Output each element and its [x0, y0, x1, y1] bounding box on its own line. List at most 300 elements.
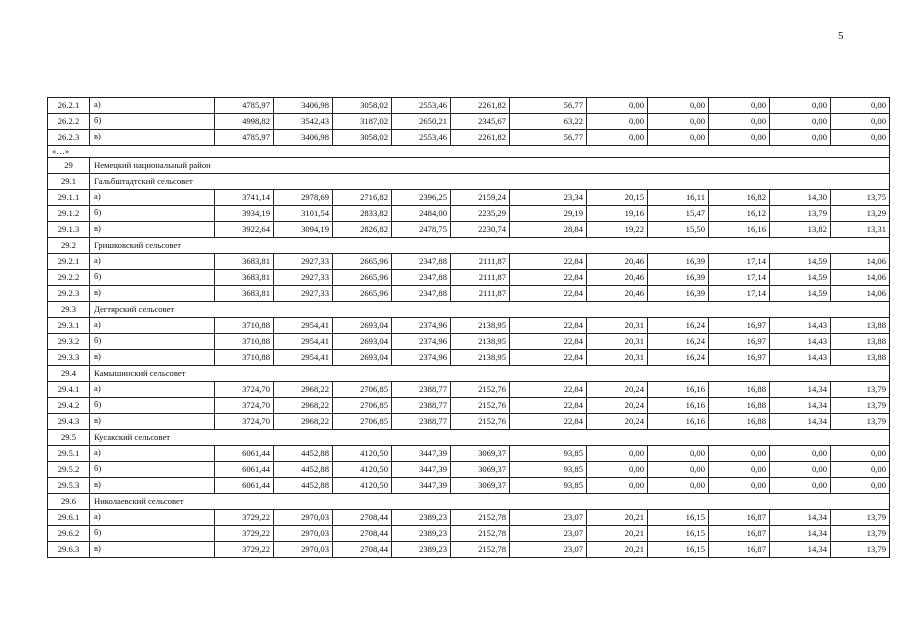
- value-cell: 22,84: [510, 334, 587, 350]
- table-row: [48, 398, 890, 414]
- section-code: 29.4: [48, 366, 90, 382]
- value-cell: 2235,29: [451, 206, 510, 222]
- value-cell: 13,79: [831, 542, 890, 558]
- value-cell: 4120,50: [333, 478, 392, 494]
- table-row: [48, 114, 890, 130]
- value-cell: 2716,82: [333, 190, 392, 206]
- table-row: [48, 286, 890, 302]
- value-cell: 6061,44: [215, 478, 274, 494]
- row-code: 29.1.3: [48, 222, 90, 238]
- value-cell: 2138,95: [451, 318, 510, 334]
- row-code: 29.6.2: [48, 526, 90, 542]
- value-cell: 0,00: [831, 462, 890, 478]
- value-cell: 0,00: [709, 114, 770, 130]
- value-cell: 16,97: [709, 318, 770, 334]
- row-code: 29.3.2: [48, 334, 90, 350]
- section-title: Немецкий национальный район: [90, 158, 890, 174]
- value-cell: 3683,81: [215, 270, 274, 286]
- value-cell: 23,34: [510, 190, 587, 206]
- row-label: б): [90, 526, 215, 542]
- value-cell: 16,15: [648, 542, 709, 558]
- section-code: 29.1: [48, 174, 90, 190]
- value-cell: 15,47: [648, 206, 709, 222]
- value-cell: 2484,00: [392, 206, 451, 222]
- table-row: [48, 478, 890, 494]
- value-cell: 3741,14: [215, 190, 274, 206]
- value-cell: 3729,22: [215, 542, 274, 558]
- value-cell: 14,06: [831, 254, 890, 270]
- value-cell: 20,21: [587, 542, 648, 558]
- table-row: [48, 254, 890, 270]
- table-row: [48, 98, 890, 114]
- value-cell: 20,31: [587, 350, 648, 366]
- row-code: 29.3.3: [48, 350, 90, 366]
- section-code: 29.2: [48, 238, 90, 254]
- section-row: [48, 366, 890, 382]
- value-cell: 23,07: [510, 542, 587, 558]
- value-cell: 2347,88: [392, 254, 451, 270]
- value-cell: 2954,41: [274, 318, 333, 334]
- value-cell: 2374,96: [392, 350, 451, 366]
- row-label: б): [90, 270, 215, 286]
- table-row: [48, 190, 890, 206]
- section-title: Кусакский сельсовет: [90, 430, 890, 446]
- value-cell: 2954,41: [274, 350, 333, 366]
- value-cell: 2665,96: [333, 286, 392, 302]
- value-cell: 14,59: [770, 270, 831, 286]
- value-cell: 2833,82: [333, 206, 392, 222]
- value-cell: 16,88: [709, 382, 770, 398]
- value-cell: 20,24: [587, 414, 648, 430]
- value-cell: 14,34: [770, 382, 831, 398]
- value-cell: 3406,98: [274, 98, 333, 114]
- value-cell: 2261,82: [451, 130, 510, 146]
- row-code: 29.6.1: [48, 510, 90, 526]
- section-row: [48, 158, 890, 174]
- value-cell: 13,29: [831, 206, 890, 222]
- row-label: в): [90, 222, 215, 238]
- value-cell: 3447,39: [392, 462, 451, 478]
- value-cell: 2374,96: [392, 318, 451, 334]
- value-cell: 2152,78: [451, 526, 510, 542]
- value-cell: 0,00: [709, 98, 770, 114]
- value-cell: 3187,02: [333, 114, 392, 130]
- value-cell: 20,24: [587, 398, 648, 414]
- value-cell: 2389,23: [392, 510, 451, 526]
- value-cell: 2708,44: [333, 526, 392, 542]
- section-row: [48, 302, 890, 318]
- value-cell: 2826,82: [333, 222, 392, 238]
- value-cell: 3069,37: [451, 478, 510, 494]
- value-cell: 4452,88: [274, 478, 333, 494]
- value-cell: 3447,39: [392, 446, 451, 462]
- value-cell: 2650,21: [392, 114, 451, 130]
- value-cell: 2665,96: [333, 270, 392, 286]
- value-cell: 16,11: [648, 190, 709, 206]
- value-cell: 22,84: [510, 414, 587, 430]
- value-cell: 19,16: [587, 206, 648, 222]
- value-cell: 13,79: [831, 382, 890, 398]
- value-cell: 2152,78: [451, 510, 510, 526]
- value-cell: 22,84: [510, 318, 587, 334]
- value-cell: 4452,88: [274, 446, 333, 462]
- value-cell: 23,07: [510, 510, 587, 526]
- value-cell: 13,79: [831, 510, 890, 526]
- table-row: [48, 350, 890, 366]
- value-cell: 0,00: [770, 114, 831, 130]
- value-cell: 2665,96: [333, 254, 392, 270]
- value-cell: 0,00: [770, 130, 831, 146]
- table-row: [48, 130, 890, 146]
- table-row: [48, 526, 890, 542]
- section-title: Гришковский сельсовет: [90, 238, 890, 254]
- value-cell: 13,88: [831, 318, 890, 334]
- value-cell: 0,00: [648, 478, 709, 494]
- value-cell: 4120,50: [333, 462, 392, 478]
- value-cell: 14,34: [770, 414, 831, 430]
- value-cell: 2261,82: [451, 98, 510, 114]
- value-cell: 29,19: [510, 206, 587, 222]
- value-cell: 56,77: [510, 130, 587, 146]
- value-cell: 20,15: [587, 190, 648, 206]
- value-cell: 3683,81: [215, 286, 274, 302]
- row-code: 29.3.1: [48, 318, 90, 334]
- value-cell: 13,79: [770, 206, 831, 222]
- row-label: в): [90, 350, 215, 366]
- value-cell: 17,14: [709, 286, 770, 302]
- table-row: [48, 542, 890, 558]
- value-cell: 2374,96: [392, 334, 451, 350]
- value-cell: 13,88: [831, 334, 890, 350]
- value-cell: 16,24: [648, 350, 709, 366]
- value-cell: 2693,04: [333, 318, 392, 334]
- section-code: 29.3: [48, 302, 90, 318]
- section-title: Дегтярский сельсовет: [90, 302, 890, 318]
- row-code: 26.2.1: [48, 98, 90, 114]
- value-cell: 16,87: [709, 526, 770, 542]
- value-cell: 20,46: [587, 254, 648, 270]
- value-cell: 0,00: [587, 478, 648, 494]
- value-cell: 0,00: [770, 446, 831, 462]
- value-cell: 14,34: [770, 526, 831, 542]
- value-cell: 93,85: [510, 478, 587, 494]
- value-cell: 3058,02: [333, 98, 392, 114]
- value-cell: 3683,81: [215, 254, 274, 270]
- value-cell: 0,00: [587, 130, 648, 146]
- row-label: в): [90, 286, 215, 302]
- value-cell: 2152,76: [451, 414, 510, 430]
- value-cell: 2978,69: [274, 190, 333, 206]
- ellipsis-row: [48, 146, 890, 158]
- row-code: 26.2.3: [48, 130, 90, 146]
- value-cell: 3710,88: [215, 350, 274, 366]
- value-cell: 3058,02: [333, 130, 392, 146]
- value-cell: 2968,22: [274, 398, 333, 414]
- value-cell: 0,00: [770, 478, 831, 494]
- value-cell: 20,46: [587, 270, 648, 286]
- row-code: 29.4.1: [48, 382, 90, 398]
- value-cell: 16,88: [709, 414, 770, 430]
- value-cell: 2138,95: [451, 350, 510, 366]
- value-cell: 13,79: [831, 398, 890, 414]
- value-cell: 2968,22: [274, 414, 333, 430]
- value-cell: 16,97: [709, 350, 770, 366]
- row-label: в): [90, 130, 215, 146]
- value-cell: 2111,87: [451, 286, 510, 302]
- section-title: Камышинский сельсовет: [90, 366, 890, 382]
- value-cell: 14,06: [831, 270, 890, 286]
- value-cell: 0,00: [709, 462, 770, 478]
- value-cell: 2968,22: [274, 382, 333, 398]
- value-cell: 16,16: [648, 398, 709, 414]
- value-cell: 2970,03: [274, 526, 333, 542]
- value-cell: 0,00: [587, 446, 648, 462]
- value-cell: 16,82: [709, 190, 770, 206]
- row-code: 29.5.1: [48, 446, 90, 462]
- value-cell: 17,14: [709, 270, 770, 286]
- row-label: а): [90, 254, 215, 270]
- value-cell: 3406,98: [274, 130, 333, 146]
- value-cell: 13,79: [831, 526, 890, 542]
- value-cell: 16,39: [648, 270, 709, 286]
- row-code: 29.2.3: [48, 286, 90, 302]
- value-cell: 0,00: [709, 130, 770, 146]
- value-cell: 2230,74: [451, 222, 510, 238]
- page-number: 5: [838, 30, 844, 42]
- section-row: [48, 238, 890, 254]
- row-code: 29.5.3: [48, 478, 90, 494]
- value-cell: 2111,87: [451, 270, 510, 286]
- row-label: б): [90, 206, 215, 222]
- row-code: 29.5.2: [48, 462, 90, 478]
- value-cell: 0,00: [770, 98, 831, 114]
- value-cell: 0,00: [648, 446, 709, 462]
- value-cell: 3729,22: [215, 510, 274, 526]
- tariff-table: [47, 97, 890, 558]
- value-cell: 2954,41: [274, 334, 333, 350]
- value-cell: 16,87: [709, 510, 770, 526]
- value-cell: 3710,88: [215, 318, 274, 334]
- value-cell: 63,22: [510, 114, 587, 130]
- row-label: а): [90, 98, 215, 114]
- value-cell: 22,84: [510, 254, 587, 270]
- value-cell: 2159,24: [451, 190, 510, 206]
- table-row: [48, 446, 890, 462]
- value-cell: 13,31: [831, 222, 890, 238]
- value-cell: 2478,75: [392, 222, 451, 238]
- value-cell: 3729,22: [215, 526, 274, 542]
- value-cell: 2927,33: [274, 286, 333, 302]
- value-cell: 13,88: [831, 350, 890, 366]
- value-cell: 0,00: [831, 478, 890, 494]
- value-cell: 20,21: [587, 510, 648, 526]
- table-row: [48, 206, 890, 222]
- value-cell: 22,84: [510, 350, 587, 366]
- value-cell: 3094,19: [274, 222, 333, 238]
- row-label: а): [90, 510, 215, 526]
- value-cell: 2970,03: [274, 510, 333, 526]
- row-code: 29.1.2: [48, 206, 90, 222]
- value-cell: 3101,54: [274, 206, 333, 222]
- value-cell: 14,34: [770, 542, 831, 558]
- value-cell: 16,16: [709, 222, 770, 238]
- value-cell: 2396,25: [392, 190, 451, 206]
- table-row: [48, 414, 890, 430]
- value-cell: 20,31: [587, 334, 648, 350]
- value-cell: 2970,03: [274, 542, 333, 558]
- value-cell: 4785,97: [215, 130, 274, 146]
- table-body: [48, 98, 890, 558]
- value-cell: 3710,88: [215, 334, 274, 350]
- value-cell: 16,24: [648, 318, 709, 334]
- section-code: 29.5: [48, 430, 90, 446]
- value-cell: 3724,70: [215, 382, 274, 398]
- value-cell: 2347,88: [392, 286, 451, 302]
- row-code: 29.2.2: [48, 270, 90, 286]
- value-cell: 2706,85: [333, 398, 392, 414]
- row-code: 29.4.2: [48, 398, 90, 414]
- value-cell: 13,79: [831, 414, 890, 430]
- section-title: Гальбштадтский сельсовет: [90, 174, 890, 190]
- value-cell: 28,84: [510, 222, 587, 238]
- section-code: 29.6: [48, 494, 90, 510]
- value-cell: 6061,44: [215, 446, 274, 462]
- row-label: а): [90, 382, 215, 398]
- value-cell: 22,84: [510, 398, 587, 414]
- value-cell: 2111,87: [451, 254, 510, 270]
- value-cell: 19,22: [587, 222, 648, 238]
- value-cell: 2706,85: [333, 414, 392, 430]
- value-cell: 3447,39: [392, 478, 451, 494]
- value-cell: 16,87: [709, 542, 770, 558]
- value-cell: 2706,85: [333, 382, 392, 398]
- value-cell: 4452,88: [274, 462, 333, 478]
- ellipsis-note: «…»: [48, 146, 890, 158]
- value-cell: 2708,44: [333, 542, 392, 558]
- value-cell: 4785,97: [215, 98, 274, 114]
- value-cell: 22,84: [510, 270, 587, 286]
- value-cell: 2388,77: [392, 398, 451, 414]
- value-cell: 14,43: [770, 318, 831, 334]
- value-cell: 16,97: [709, 334, 770, 350]
- value-cell: 14,30: [770, 190, 831, 206]
- value-cell: 0,00: [709, 446, 770, 462]
- value-cell: 4120,50: [333, 446, 392, 462]
- value-cell: 16,39: [648, 286, 709, 302]
- section-title: Николаевский сельсовет: [90, 494, 890, 510]
- value-cell: 14,06: [831, 286, 890, 302]
- value-cell: 16,16: [648, 382, 709, 398]
- value-cell: 13,75: [831, 190, 890, 206]
- value-cell: 0,00: [648, 462, 709, 478]
- value-cell: 3934,19: [215, 206, 274, 222]
- section-row: [48, 430, 890, 446]
- value-cell: 2138,95: [451, 334, 510, 350]
- value-cell: 16,15: [648, 526, 709, 542]
- value-cell: 2388,77: [392, 382, 451, 398]
- value-cell: 16,24: [648, 334, 709, 350]
- value-cell: 2927,33: [274, 270, 333, 286]
- value-cell: 14,59: [770, 286, 831, 302]
- value-cell: 16,12: [709, 206, 770, 222]
- value-cell: 2389,23: [392, 542, 451, 558]
- value-cell: 2693,04: [333, 334, 392, 350]
- value-cell: 2152,76: [451, 382, 510, 398]
- table-row: [48, 222, 890, 238]
- value-cell: 0,00: [831, 98, 890, 114]
- table-row: [48, 270, 890, 286]
- value-cell: 2347,88: [392, 270, 451, 286]
- row-label: в): [90, 414, 215, 430]
- value-cell: 23,07: [510, 526, 587, 542]
- row-label: в): [90, 542, 215, 558]
- value-cell: 93,85: [510, 446, 587, 462]
- value-cell: 2389,23: [392, 526, 451, 542]
- value-cell: 0,00: [770, 462, 831, 478]
- value-cell: 3542,43: [274, 114, 333, 130]
- value-cell: 3922,64: [215, 222, 274, 238]
- row-code: 29.4.3: [48, 414, 90, 430]
- value-cell: 13,82: [770, 222, 831, 238]
- value-cell: 2927,33: [274, 254, 333, 270]
- value-cell: 2553,46: [392, 98, 451, 114]
- value-cell: 0,00: [831, 114, 890, 130]
- value-cell: 2708,44: [333, 510, 392, 526]
- value-cell: 16,15: [648, 510, 709, 526]
- value-cell: 2553,46: [392, 130, 451, 146]
- row-code: 29.1.1: [48, 190, 90, 206]
- section-row: [48, 174, 890, 190]
- section-code: 29: [48, 158, 90, 174]
- value-cell: 22,84: [510, 382, 587, 398]
- value-cell: 0,00: [587, 98, 648, 114]
- row-label: а): [90, 446, 215, 462]
- value-cell: 0,00: [648, 130, 709, 146]
- value-cell: 14,43: [770, 334, 831, 350]
- row-code: 29.2.1: [48, 254, 90, 270]
- table-row: [48, 462, 890, 478]
- value-cell: 93,85: [510, 462, 587, 478]
- value-cell: 17,14: [709, 254, 770, 270]
- value-cell: 3069,37: [451, 462, 510, 478]
- value-cell: 0,00: [709, 478, 770, 494]
- row-label: б): [90, 462, 215, 478]
- value-cell: 2693,04: [333, 350, 392, 366]
- row-label: б): [90, 334, 215, 350]
- value-cell: 2388,77: [392, 414, 451, 430]
- value-cell: 16,16: [648, 414, 709, 430]
- table-row: [48, 382, 890, 398]
- row-label: б): [90, 114, 215, 130]
- value-cell: 14,34: [770, 510, 831, 526]
- value-cell: 0,00: [587, 114, 648, 130]
- table-row: [48, 510, 890, 526]
- value-cell: 4998,82: [215, 114, 274, 130]
- value-cell: 56,77: [510, 98, 587, 114]
- value-cell: 3724,70: [215, 414, 274, 430]
- value-cell: 6061,44: [215, 462, 274, 478]
- value-cell: 14,34: [770, 398, 831, 414]
- value-cell: 14,59: [770, 254, 831, 270]
- row-code: 29.6.3: [48, 542, 90, 558]
- section-row: [48, 494, 890, 510]
- value-cell: 14,43: [770, 350, 831, 366]
- value-cell: 20,31: [587, 318, 648, 334]
- value-cell: 3724,70: [215, 398, 274, 414]
- row-label: б): [90, 398, 215, 414]
- table-row: [48, 318, 890, 334]
- value-cell: 22,84: [510, 286, 587, 302]
